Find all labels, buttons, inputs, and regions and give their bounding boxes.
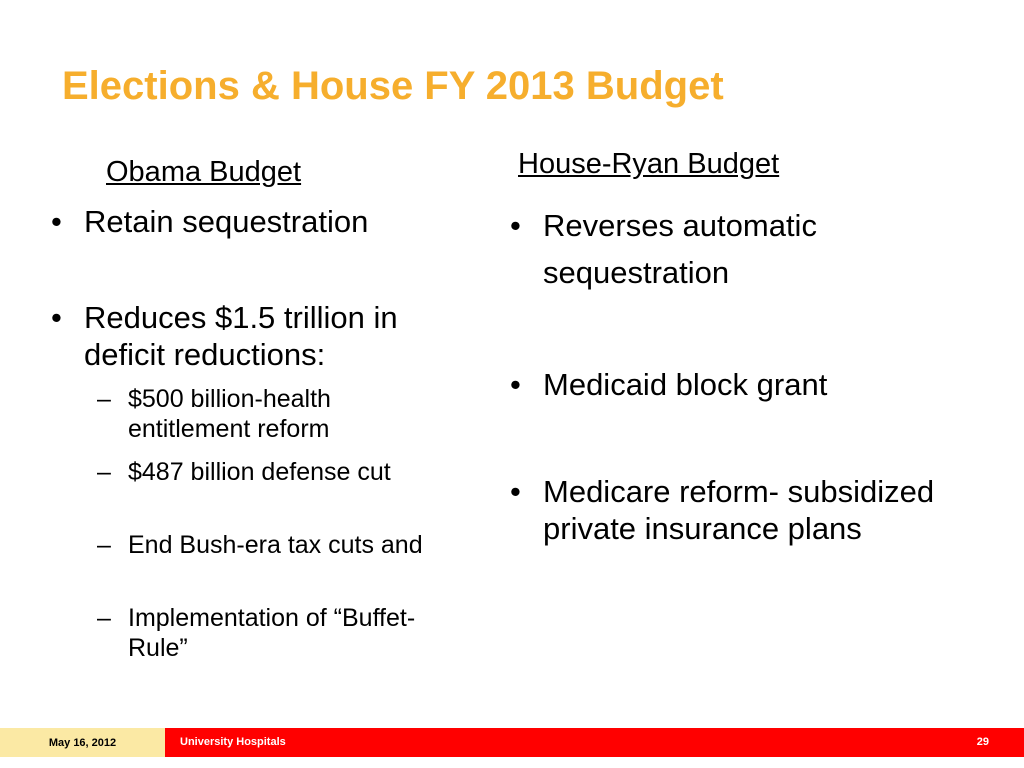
bullet-marker: • <box>510 208 521 243</box>
footer-organization: University Hospitals <box>180 736 286 748</box>
obama-sub-bullet-item <box>97 531 428 561</box>
bullet-marker: • <box>510 367 521 402</box>
obama-bullet-item <box>51 300 464 373</box>
sub-bullet-text: End Bush-era tax cuts and <box>128 531 423 559</box>
footer-bar <box>165 728 1024 757</box>
dash-marker: – <box>97 385 111 413</box>
dash-marker: – <box>97 531 111 559</box>
obama-sub-bullet-item <box>97 385 428 444</box>
bullet-marker: • <box>510 474 521 509</box>
footer-date: May 16, 2012 <box>0 728 165 757</box>
slide-title: Elections & House FY 2013 Budget <box>62 64 724 108</box>
obama-budget-heading: Obama Budget <box>106 156 302 188</box>
sub-bullet-text: $500 billion-health entitlement reform <box>128 385 331 443</box>
ryan-bullet-item <box>510 367 943 404</box>
ryan-bullet-item <box>510 474 943 547</box>
bullet-marker: • <box>51 300 62 335</box>
bullet-text: Reverses automatic sequestration <box>543 208 817 290</box>
dash-marker: – <box>97 604 111 632</box>
bullet-text: Medicare reform- subsidized private insurance plans <box>543 474 935 546</box>
bullet-text: Medicaid block grant <box>543 367 828 402</box>
dash-marker: – <box>97 458 111 486</box>
bullet-text: Reduces $1.5 trillion in deficit reductions: <box>84 300 398 372</box>
sub-bullet-text: $487 billion defense cut <box>128 458 391 486</box>
obama-sub-bullet-item <box>97 604 428 663</box>
obama-sub-bullet-item <box>97 458 438 488</box>
page-number: 29 <box>976 736 989 748</box>
bullet-marker: • <box>51 204 62 239</box>
sub-bullet-text: Implementation of “Buffet-Rule” <box>128 604 416 662</box>
slide-footer <box>0 728 1024 757</box>
bullet-text: Retain sequestration <box>84 204 369 239</box>
house-ryan-budget-heading: House-Ryan Budget <box>518 148 780 180</box>
obama-bullet-item <box>51 204 464 241</box>
ryan-bullet-item <box>510 203 923 296</box>
